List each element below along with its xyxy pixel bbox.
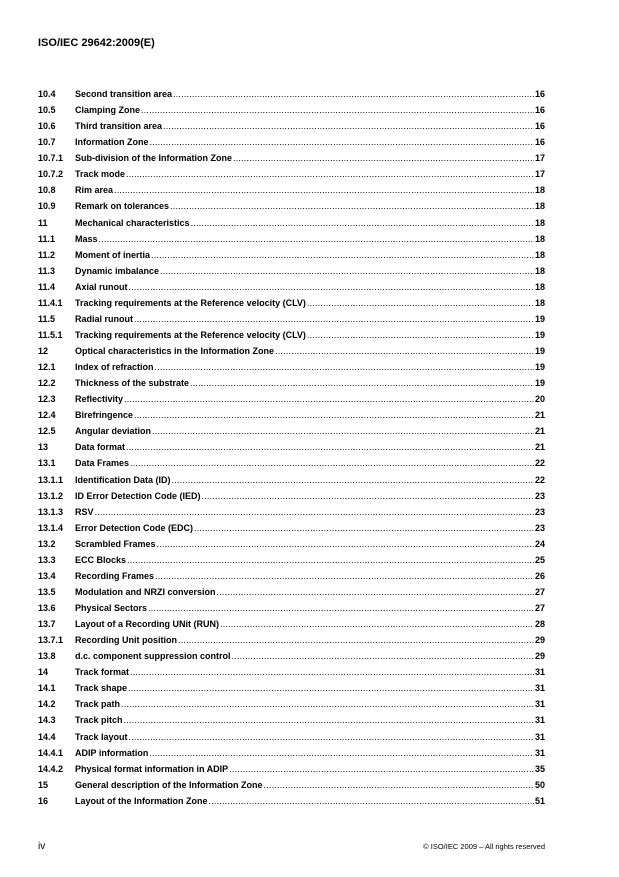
toc-dot-leader xyxy=(141,102,534,118)
toc-entry[interactable] xyxy=(38,648,545,664)
toc-entry-title: Sub-division of the Information Zone xyxy=(75,153,232,164)
toc-entry-page: 19 xyxy=(534,329,545,340)
toc-entry-page: 28 xyxy=(534,619,545,630)
toc-entry-title: Recording Unit position xyxy=(75,635,177,646)
toc-entry-number: 12.1 xyxy=(38,362,56,373)
toc-entry-page: 19 xyxy=(534,346,545,356)
toc-dot-leader xyxy=(149,745,534,761)
toc-entry-title: ADIP information xyxy=(75,747,149,758)
toc-entry-page: 31 xyxy=(534,715,545,726)
toc-entry-title: Layout of the Information Zone xyxy=(75,795,208,806)
toc-entry[interactable] xyxy=(38,777,545,793)
toc-entry-number: 11.2 xyxy=(38,249,56,260)
toc-entry-number: 12.3 xyxy=(38,394,56,405)
toc-entry[interactable] xyxy=(38,616,545,632)
toc-entry[interactable] xyxy=(38,359,545,375)
toc-entry-number: 13.1.1 xyxy=(38,474,64,485)
toc-dot-leader xyxy=(307,295,534,311)
toc-entry[interactable] xyxy=(38,150,545,166)
toc-entry-number: 11.1 xyxy=(38,233,56,244)
toc-entry[interactable] xyxy=(38,696,545,712)
toc-entry-title: Third transition area xyxy=(75,121,163,132)
toc-entry[interactable] xyxy=(38,680,545,696)
toc-entry-number: 11.5 xyxy=(38,313,56,324)
toc-dot-leader xyxy=(130,664,534,680)
toc-entry-title: Radial runout xyxy=(75,313,133,324)
toc-entry-number: 12.5 xyxy=(38,426,56,437)
toc-entry-number: 13.7.1 xyxy=(38,635,64,646)
toc-dot-leader xyxy=(152,423,534,439)
toc-entry-page: 18 xyxy=(534,281,545,292)
toc-entry-number: 14.3 xyxy=(38,715,56,726)
toc-dot-leader xyxy=(275,343,534,359)
toc-dot-leader xyxy=(129,729,534,745)
toc-entry-title: Thickness of the substrate xyxy=(75,378,190,389)
toc-entry-page: 20 xyxy=(534,394,545,405)
toc-entry[interactable] xyxy=(38,198,545,214)
toc-entry-number: 10.5 xyxy=(38,105,56,116)
toc-entry-page: 35 xyxy=(534,763,545,774)
toc-entry-page: 18 xyxy=(534,265,545,276)
toc-entry-page: 26 xyxy=(534,570,545,581)
toc-dot-leader xyxy=(155,359,534,375)
toc-entry-title: Physical Sectors xyxy=(75,603,148,613)
toc-dot-leader xyxy=(191,215,534,231)
toc-entry-page: 16 xyxy=(534,121,545,132)
toc-entry-number: 14.4 xyxy=(38,731,56,742)
toc-entry-title: Birefringence xyxy=(75,410,134,421)
toc-entry[interactable] xyxy=(38,584,545,600)
toc-entry-page: 17 xyxy=(534,169,545,180)
toc-dot-leader xyxy=(217,584,534,600)
toc-entry[interactable] xyxy=(38,439,545,455)
toc-dot-leader xyxy=(151,247,534,263)
toc-entry-title: Optical characteristics in the Information Zone xyxy=(75,346,275,356)
toc-dot-leader xyxy=(128,680,534,696)
toc-entry-title: Rim area xyxy=(75,185,114,196)
toc-entry[interactable] xyxy=(38,632,545,648)
toc-entry-page: 18 xyxy=(534,249,545,260)
toc-entry-title: Physical format information in ADIP xyxy=(75,763,229,774)
toc-entry-number: 10.7.2 xyxy=(38,169,64,180)
toc-entry[interactable] xyxy=(38,552,545,568)
toc-entry-page: 29 xyxy=(534,651,545,662)
toc-entry-number: 13.4 xyxy=(38,570,56,581)
toc-entry-title: Reflectivity xyxy=(75,394,124,405)
toc-entry[interactable] xyxy=(38,407,545,423)
toc-dot-leader xyxy=(170,198,534,214)
toc-entry[interactable] xyxy=(38,391,545,407)
toc-entry-title: Tracking requirements at the Reference velocity (CLV) xyxy=(75,329,306,340)
toc-entry-page: 23 xyxy=(534,490,545,501)
toc-entry-page: 31 xyxy=(534,667,545,678)
toc-dot-leader xyxy=(229,761,534,777)
toc-dot-leader xyxy=(134,311,534,327)
toc-entry[interactable] xyxy=(38,504,545,520)
toc-entry-number: 10.6 xyxy=(38,121,56,132)
toc-entry-page: 16 xyxy=(534,89,545,99)
toc-entry-page: 50 xyxy=(534,779,545,790)
toc-entry-page: 18 xyxy=(534,185,545,196)
toc-entry-number: 15 xyxy=(38,779,49,790)
toc-entry-page: 23 xyxy=(534,506,545,517)
toc-dot-leader xyxy=(160,263,534,279)
toc-entry-page: 19 xyxy=(534,378,545,389)
toc-entry-number: 11.5.1 xyxy=(38,329,63,340)
toc-entry-number: 13.6 xyxy=(38,603,56,613)
toc-entry-number: 12 xyxy=(38,346,49,356)
toc-entry-number: 13.3 xyxy=(38,554,56,565)
toc-dot-leader xyxy=(163,118,534,134)
toc-entry[interactable] xyxy=(38,455,545,471)
toc-entry-title: Clamping Zone xyxy=(75,105,140,116)
toc-entry-page: 31 xyxy=(534,683,545,694)
toc-entry[interactable] xyxy=(38,536,545,552)
toc-entry-number: 13.8 xyxy=(38,651,56,662)
toc-entry-page: 19 xyxy=(534,313,545,324)
toc-dot-leader xyxy=(233,150,534,166)
toc-entry-number: 13 xyxy=(38,442,49,453)
toc-entry-number: 14.4.2 xyxy=(38,763,64,774)
toc-entry-title: RSV xyxy=(75,506,94,517)
toc-dot-leader xyxy=(150,134,534,150)
toc-entry-title: ECC Blocks xyxy=(75,554,127,565)
toc-entry[interactable] xyxy=(38,712,545,728)
toc-entry[interactable] xyxy=(38,118,545,134)
toc-dot-leader xyxy=(178,632,534,648)
toc-entry-page: 29 xyxy=(534,635,545,646)
toc-entry-title: Remark on tolerances xyxy=(75,201,170,212)
toc-dot-leader xyxy=(127,552,534,568)
toc-entry-number: 10.8 xyxy=(38,185,56,196)
toc-entry-title: Scrambled Frames xyxy=(75,538,156,549)
toc-entry-title: Second transition area xyxy=(75,89,173,99)
toc-entry-number: 13.1.4 xyxy=(38,522,64,533)
toc-entry-number: 14.4.1 xyxy=(38,747,64,758)
toc-dot-leader xyxy=(157,536,534,552)
toc-entry[interactable] xyxy=(38,375,545,391)
toc-entry-title: Error Detection Code (EDC) xyxy=(75,522,194,533)
toc-entry-page: 22 xyxy=(534,474,545,485)
toc-entry-number: 14 xyxy=(38,667,49,678)
toc-entry[interactable] xyxy=(38,793,545,809)
toc-entry-number: 13.1.2 xyxy=(38,490,64,501)
toc-entry[interactable] xyxy=(38,472,545,488)
toc-dot-leader xyxy=(129,279,534,295)
toc-entry-page: 31 xyxy=(534,731,545,742)
toc-dot-leader xyxy=(126,439,534,455)
toc-entry-title: Data Frames xyxy=(75,458,130,469)
toc-entry-title: Track shape xyxy=(75,683,128,694)
toc-entry-title: d.c. component suppression control xyxy=(75,651,231,662)
toc-dot-leader xyxy=(232,648,534,664)
toc-entry[interactable] xyxy=(38,182,545,198)
toc-entry-title: Index of refraction xyxy=(75,362,154,373)
toc-dot-leader xyxy=(220,616,534,632)
toc-entry-title: Mass xyxy=(75,233,98,244)
toc-entry-title: Track layout xyxy=(75,731,128,742)
toc-dot-leader xyxy=(190,375,534,391)
toc-dot-leader xyxy=(95,504,534,520)
toc-entry-page: 21 xyxy=(534,410,545,421)
toc-entry[interactable] xyxy=(38,102,545,118)
toc-dot-leader xyxy=(126,166,534,182)
toc-entry[interactable] xyxy=(38,568,545,584)
toc-entry-title: Data format xyxy=(75,442,126,453)
toc-entry[interactable] xyxy=(38,664,545,680)
toc-entry-number: 14.2 xyxy=(38,699,56,710)
toc-entry[interactable] xyxy=(38,215,545,231)
toc-entry-page: 31 xyxy=(534,747,545,758)
toc-dot-leader xyxy=(173,86,534,102)
toc-entry-number: 13.7 xyxy=(38,619,56,630)
toc-entry[interactable] xyxy=(38,343,545,359)
toc-entry-number: 13.2 xyxy=(38,538,56,549)
copyright-notice: © ISO/IEC 2009 – All rights reserved xyxy=(423,842,545,851)
toc-entry[interactable] xyxy=(38,600,545,616)
toc-entry-title: Track format xyxy=(75,667,130,678)
toc-entry-number: 10.9 xyxy=(38,201,56,212)
toc-entry-number: 11.4.1 xyxy=(38,297,63,308)
toc-entry[interactable] xyxy=(38,761,545,777)
toc-dot-leader xyxy=(307,327,534,343)
toc-dot-leader xyxy=(130,455,534,471)
toc-entry-page: 18 xyxy=(534,297,545,308)
toc-entry-number: 12.2 xyxy=(38,378,56,389)
toc-entry[interactable] xyxy=(38,86,545,102)
toc-entry-number: 10.7 xyxy=(38,137,56,148)
toc-entry-page: 18 xyxy=(534,201,545,212)
toc-entry[interactable] xyxy=(38,745,545,761)
toc-entry-page: 23 xyxy=(534,522,545,533)
toc-dot-leader xyxy=(99,231,534,247)
toc-dot-leader xyxy=(194,520,534,536)
toc-entry-page: 18 xyxy=(534,217,545,228)
toc-entry[interactable] xyxy=(38,134,545,150)
toc-dot-leader xyxy=(148,600,534,616)
toc-entry-title: Track pitch xyxy=(75,715,123,726)
toc-entry-number: 11.4 xyxy=(38,281,56,292)
toc-dot-leader xyxy=(124,712,534,728)
toc-entry[interactable] xyxy=(38,247,545,263)
toc-entry[interactable] xyxy=(38,327,545,343)
toc-entry-page: 51 xyxy=(534,795,545,806)
toc-entry-page: 18 xyxy=(534,233,545,244)
toc-dot-leader xyxy=(172,472,534,488)
toc-entry-page: 21 xyxy=(534,442,545,453)
toc-dot-leader xyxy=(209,793,534,809)
toc-entry-number: 13.1.3 xyxy=(38,506,64,517)
toc-entry[interactable] xyxy=(38,263,545,279)
toc-entry-title: Recording Frames xyxy=(75,570,155,581)
toc-entry-page: 16 xyxy=(534,137,545,148)
toc-entry-title: General description of the Information Zone xyxy=(75,779,263,790)
toc-entry-title: Modulation and NRZI conversion xyxy=(75,586,216,597)
toc-dot-leader xyxy=(264,777,534,793)
toc-entry-page: 24 xyxy=(534,538,545,549)
toc-entry-page: 21 xyxy=(534,426,545,437)
toc-entry-page: 19 xyxy=(534,362,545,373)
toc-entry-title: Axial runout xyxy=(75,281,128,292)
toc-entry-number: 12.4 xyxy=(38,410,56,421)
toc-entry-title: Mechanical characteristics xyxy=(75,217,190,228)
toc-entry-title: Tracking requirements at the Reference velocity (CLV) xyxy=(75,297,306,308)
toc-entry-number: 13.5 xyxy=(38,586,56,597)
toc-entry-title: Moment of inertia xyxy=(75,249,151,260)
toc-entry-title: Information Zone xyxy=(75,137,149,148)
toc-dot-leader xyxy=(134,407,534,423)
toc-dot-leader xyxy=(121,696,534,712)
toc-entry-number: 13.1 xyxy=(38,458,56,469)
toc-entry[interactable] xyxy=(38,729,545,745)
toc-dot-leader xyxy=(114,182,534,198)
toc-entry-number: 10.7.1 xyxy=(38,153,64,164)
toc-entry-page: 22 xyxy=(534,458,545,469)
toc-entry[interactable] xyxy=(38,295,545,311)
toc-entry-page: 17 xyxy=(534,153,545,164)
toc-entry-title: Track path xyxy=(75,699,121,710)
toc-entry-number: 11.3 xyxy=(38,265,56,276)
toc-entry-number: 14.1 xyxy=(38,683,56,694)
toc-entry-title: Dynamic imbalance xyxy=(75,265,160,276)
document-header: ISO/IEC 29642:2009(E) xyxy=(38,37,155,49)
toc-entry-page: 27 xyxy=(534,586,545,597)
toc-entry[interactable] xyxy=(38,279,545,295)
toc-dot-leader xyxy=(124,391,534,407)
toc-entry[interactable] xyxy=(38,231,545,247)
toc-entry-number: 10.4 xyxy=(38,89,56,99)
toc-entry-title: Layout of a Recording UNit (RUN) xyxy=(75,619,219,630)
toc-entry[interactable] xyxy=(38,520,545,536)
toc-entry-number: 11 xyxy=(38,217,48,228)
toc-entry-page: 16 xyxy=(534,105,545,116)
toc-entry-title: Angular deviation xyxy=(75,426,152,437)
toc-entry-page: 25 xyxy=(534,554,545,565)
toc-entry-number: 16 xyxy=(38,795,49,806)
toc-entry-page: 27 xyxy=(534,603,545,613)
toc-dot-leader xyxy=(155,568,534,584)
toc-entry-page: 31 xyxy=(534,699,545,710)
toc-entry-title: Identification Data (ID) xyxy=(75,474,171,485)
page-number: iv xyxy=(38,841,46,852)
toc-entry-title: Track mode xyxy=(75,169,126,180)
toc-entry[interactable] xyxy=(38,166,545,182)
table-of-contents xyxy=(38,86,545,809)
toc-entry[interactable] xyxy=(38,311,545,327)
toc-entry-title: ID Error Detection Code (IED) xyxy=(75,490,201,501)
toc-entry[interactable] xyxy=(38,423,545,439)
toc-dot-leader xyxy=(202,488,534,504)
toc-entry[interactable] xyxy=(38,488,545,504)
